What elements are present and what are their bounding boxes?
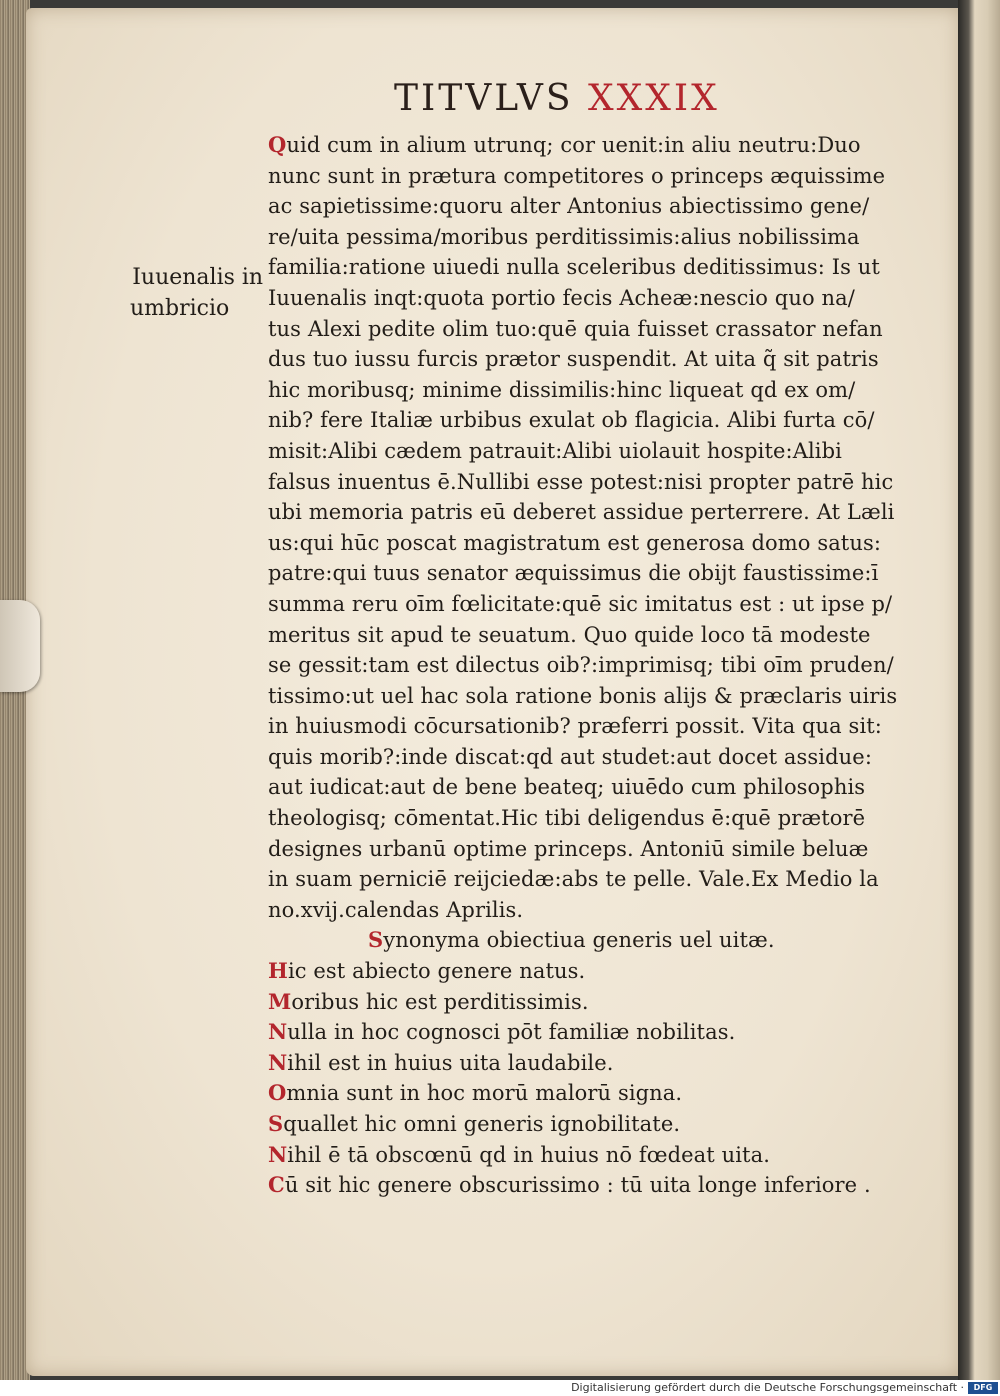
line-text: mnia sunt in hoc morū malorū signa. (286, 1081, 683, 1106)
body-line (268, 405, 908, 436)
line-text: summa reru oīm fœlicitate:quē sic imitatus est : ut ipse p/ (268, 591, 893, 616)
body-line (268, 620, 908, 651)
title-prefix: TITVLVS (394, 78, 574, 119)
body-line (268, 497, 908, 528)
body-line (268, 711, 908, 742)
rubric-initial: O (268, 1080, 287, 1106)
synonyma-line (268, 956, 908, 987)
rubric-initial: S (268, 1111, 284, 1136)
body-line (268, 681, 908, 712)
line-text: falsus inuentus ē.Nullibi esse potest:nisi propter patrē hic (268, 469, 894, 494)
body-line (268, 558, 908, 589)
line-text: nib? fere Italiæ urbibus exulat ob flagicia. Alibi furta cō/ (268, 408, 875, 433)
rubric-initial: N (268, 1049, 288, 1075)
body-line (268, 283, 908, 314)
body-line (268, 834, 908, 865)
line-text: in huiusmodi cōcursationib? præferri possit. Vita qua sit: (268, 714, 882, 739)
book-edge-right (958, 0, 1000, 1380)
dfg-logo: DFG (968, 1382, 998, 1394)
body-line (268, 375, 908, 406)
line-text: us:qui hūc poscat magistratum est generosa domo satus: (268, 530, 882, 555)
synonyma-line (268, 1078, 908, 1109)
line-text: tus Alexi pedite olim tuo:quē quia fuisset crassator nefan (268, 316, 883, 341)
footer-bar (0, 1380, 1000, 1396)
page-title (394, 78, 754, 119)
line-text: meritus sit apud te seuatum. Quo quide loco tā modeste (268, 622, 871, 647)
rubric-initial: H (268, 958, 288, 984)
line-text: designes urbanū optime princeps. Antoniū simile beluæ (268, 836, 869, 861)
line-text: in suam perniciē reijciedæ:abs te pelle. Vale.Ex Medio la (268, 867, 879, 892)
line-text: no.xvij.calendas Aprilis. (268, 897, 524, 922)
synonyma-line (268, 1048, 908, 1079)
body-line (268, 436, 908, 467)
body-line (268, 864, 908, 895)
rubric-initial: S (368, 927, 384, 953)
synonyma-line (268, 987, 908, 1018)
title-number: XXXIX (588, 78, 720, 119)
text-block (268, 130, 908, 1201)
body-line (268, 895, 908, 926)
body-line (268, 191, 908, 222)
margin-note-line (130, 293, 270, 324)
body-line (268, 772, 908, 803)
rubric-initial: N (268, 1019, 288, 1045)
synonyma-line (268, 1017, 908, 1048)
rubric-initial: N (268, 1141, 288, 1167)
margin-note (130, 262, 270, 324)
synonyma-heading (268, 925, 908, 956)
line-text: quis morib?:inde discat:qd aut studet:aut docet assidue: (268, 744, 872, 769)
synonyma-line (268, 1170, 908, 1201)
line-text: aut iudicat:aut de bene beateq; uiuēdo cum philosophis (268, 775, 866, 800)
line-text: nunc sunt in prætura competitores o princeps æquissime (268, 163, 886, 188)
line-text: ulla in hoc cognosci pōt familiæ nobilitas. (287, 1020, 736, 1045)
line-text: Iuuenalis inqt:quota portio fecis Acheæ:nescio quo na/ (268, 285, 855, 310)
margin-note-text: Iuuenalis in (132, 265, 264, 290)
line-text: familia:ratione uiuedi nulla sceleribus deditissimus: Is ut (268, 255, 880, 280)
line-text: ubi memoria patris eū deberet assidue perterrere. At Læli (268, 500, 895, 525)
line-text: misit:Alibi cædem patrauit:Alibi uiolauit hospite:Alibi (268, 438, 842, 463)
body-line (268, 314, 908, 345)
line-text: uid cum in alium utrunq; cor uenit:in aliu neutru:Duo (286, 133, 861, 157)
footer-credit: Digitalisierung gefördert durch die Deutsche Forschungsgemeinschaft · (571, 1381, 964, 1394)
rubric-initial: Q (268, 132, 287, 157)
heading-text: ynonyma obiectiua generis uel uitæ. (383, 928, 775, 953)
line-text: se gessit:tam est dilectus oib?:imprimisq; tibi oīm pruden/ (268, 653, 894, 678)
line-text: ihil est in huius uita laudabile. (287, 1050, 614, 1075)
line-text: ū sit hic genere obscurissimo : tū uita longe inferiore . (284, 1173, 871, 1198)
margin-note-line (130, 262, 270, 293)
synonyma-line (268, 1140, 908, 1171)
synonyma-line (268, 1109, 908, 1140)
body-line (268, 161, 908, 192)
rubric-initial: C (268, 1172, 285, 1198)
synonyma-list (268, 956, 908, 1201)
line-text: ac sapietissime:quoru alter Antonius abiectissimo gene/ (268, 194, 870, 219)
body-line (268, 222, 908, 253)
body-line (268, 528, 908, 559)
line-text: oribus hic est perditissimis. (291, 989, 589, 1014)
body-text (268, 130, 908, 925)
line-text: hic moribusq; minime dissimilis:hinc liqueat qd ex om/ (268, 377, 856, 402)
line-text: theologisq; cōmentat.Hic tibi deligendus ē:quē prætorē (268, 806, 866, 831)
line-text: quallet hic omni generis ignobilitate. (283, 1112, 681, 1136)
line-text: ihil ē tā obscœnū qd in huius nō fœdeat uita. (287, 1142, 770, 1167)
margin-note-text: umbricio (130, 296, 230, 321)
line-text: dus tuo iussu furcis prætor suspendit. At uita q̃ sit patris (268, 347, 879, 372)
body-line (268, 742, 908, 773)
line-text: patre:qui tuus senator æquissimus die obijt faustissime:ī (268, 561, 879, 586)
line-text: re/uita pessima/moribus perditissimis:alius nobilissima (268, 224, 860, 249)
body-line (268, 589, 908, 620)
rubric-initial: M (268, 988, 292, 1014)
body-line (268, 252, 908, 283)
page-clip (0, 600, 40, 692)
body-line (268, 650, 908, 681)
body-line (268, 130, 908, 161)
line-text: ic est abiecto genere natus. (287, 959, 586, 984)
body-line (268, 344, 908, 375)
body-line (268, 803, 908, 834)
body-line (268, 467, 908, 498)
line-text: tissimo:ut uel hac sola ratione bonis alijs & præclaris uiris (268, 683, 898, 708)
